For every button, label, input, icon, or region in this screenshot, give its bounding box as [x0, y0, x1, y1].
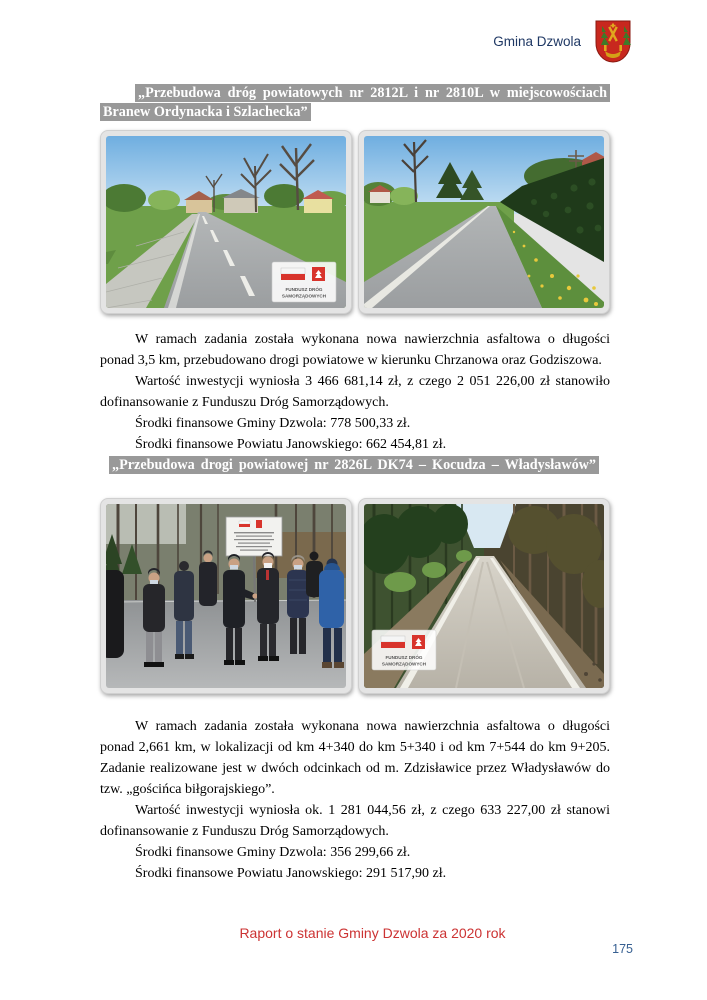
- paragraph: Wartość inwestycji wyniosła 3 466 681,14 zł, z czego 2 051 226,00 zł stanowiło dofinansowanie z Funduszu Dróg Samorządowych.: [100, 374, 610, 410]
- paragraph: Wartość inwestycji wyniosła ok. 1 281 044,56 zł, z czego 633 227,00 zł stanowi dofinansowanie z Funduszu Dróg Samorządowych.: [100, 803, 610, 839]
- village-road-image: [106, 136, 346, 308]
- watermark-line2: SAMORZĄDOWYCH: [281, 293, 327, 299]
- paragraph: Środki finansowe Gminy Dzwola: 356 299,66 zł.: [135, 845, 411, 860]
- fundusz-watermark: [372, 630, 436, 670]
- photo-forest-road: [358, 498, 610, 694]
- footer-report-title: Raport o stanie Gminy Dzwola za 2020 rok: [239, 925, 506, 941]
- paragraph: Środki finansowe Powiatu Janowskiego: 291 517,90 zł.: [135, 866, 447, 881]
- section-1-heading: [100, 84, 610, 121]
- hedge-road-image: [364, 136, 604, 308]
- watermark-line1: FUNDUSZ DRÓG: [285, 287, 323, 292]
- officials-group-image: [106, 504, 346, 688]
- section-1-photos: [100, 130, 610, 314]
- paragraph: W ramach zadania została wykonana nowa nawierzchnia asfaltowa o długości ponad 3,5 km, przebudowano drogi powiatowe w kierunku Chrzanowa oraz Godziszowa.: [100, 332, 610, 368]
- fundusz-watermark: [272, 262, 336, 302]
- page-number: 175: [612, 942, 633, 956]
- watermark-line1: FUNDUSZ DRÓG: [385, 655, 423, 660]
- municipality-name: Gmina Dzwola: [493, 34, 581, 49]
- section-2-photos: [100, 498, 610, 694]
- coat-of-arms-icon: [593, 20, 633, 63]
- watermark-line2: SAMORZĄDOWYCH: [381, 661, 427, 667]
- paragraph: W ramach zadania została wykonana nowa nawierzchnia asfaltowa o długości ponad 2,661 km, w lokalizacji od km 4+340 do km 5+340 i od km 7+544 do km 9+205. Zadanie realizowane jest w dwóch odcinkach od m. Zdzisławice przez Władysławów do tzw. „gościńca biłgorajskiego”.: [100, 719, 610, 797]
- paragraph: Środki finansowe Powiatu Janowskiego: 662 454,81 zł.: [135, 437, 447, 452]
- photo-hedge-road: [358, 130, 610, 314]
- section-2-text: [100, 716, 610, 884]
- photo-officials-group: [100, 498, 352, 694]
- section-1-heading-text: „Przebudowa dróg powiatowych nr 2812L i nr 2810L w miejscowościach Branew Ordynacka i Szlachecka”: [100, 84, 610, 121]
- forest-road-image: [364, 504, 604, 688]
- section-2-heading: [100, 456, 610, 475]
- page-header: [493, 20, 633, 63]
- section-2-heading-text: „Przebudowa drogi powiatowej nr 2826L DK74 – Kocudza – Władysławów”: [109, 456, 599, 474]
- photo-village-road: [100, 130, 352, 314]
- section-1-text: [100, 329, 610, 455]
- paragraph: Środki finansowe Gminy Dzwola: 778 500,33 zł.: [135, 416, 411, 431]
